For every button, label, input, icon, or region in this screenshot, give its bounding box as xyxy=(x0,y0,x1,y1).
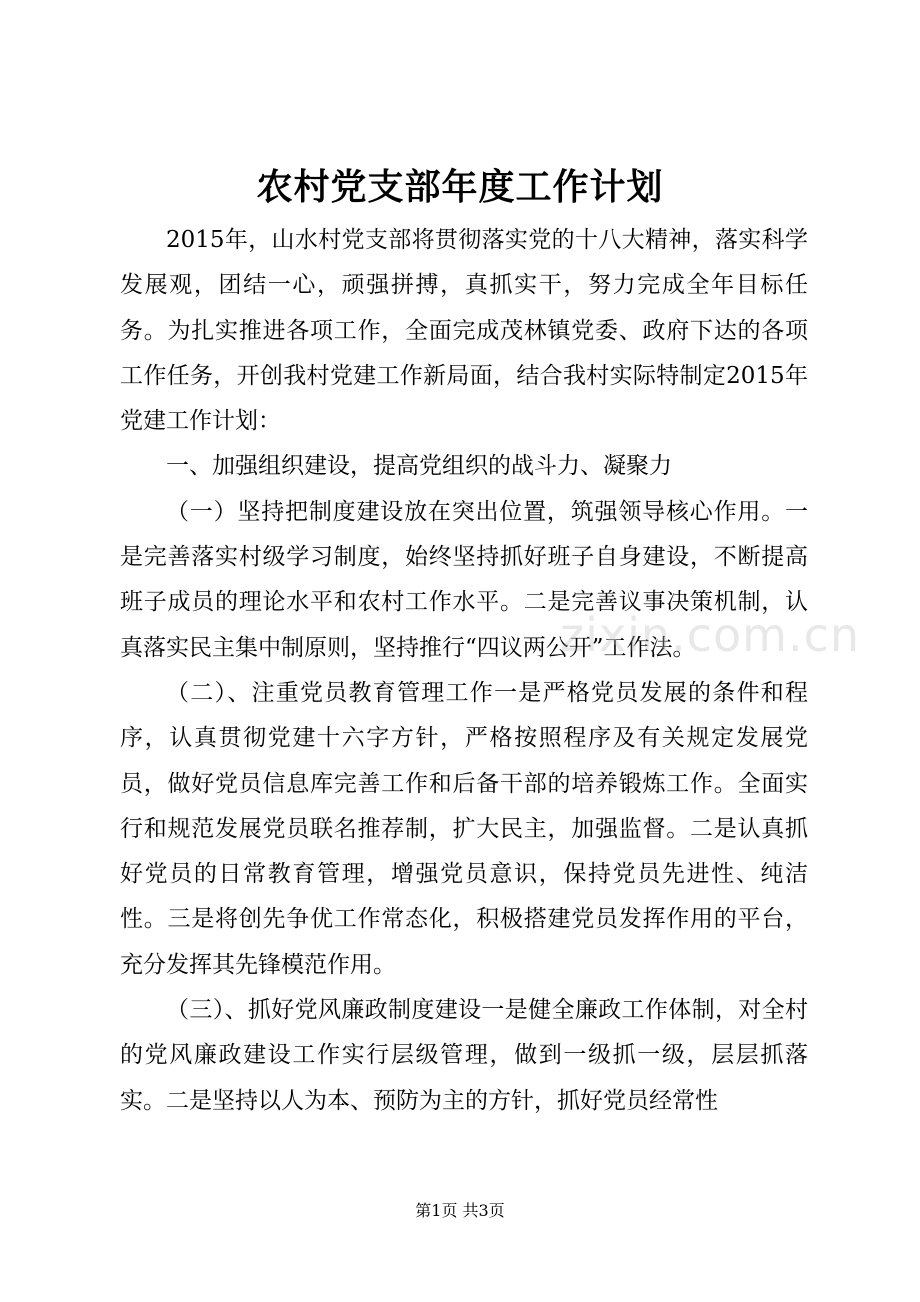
section-heading-1: 一、加强组织建设，提高党组织的战斗力、凝聚力 xyxy=(166,453,672,480)
paragraph-subsection-1: （一）坚持把制度建设放在突出位置，筑强领导核心作用。一是完善落实村级学习制度，始终坚持抓好班子自身建设，不断提高班子成员的理论水平和农村工作水平。二是完善议事决策机制，认真落实民主集中制原则，坚持推行“四议两公开”工作法。 xyxy=(120,498,808,661)
paragraph-intro: 2015年，山水村党支部将贯彻落实党的十八大精神，落实科学发展观，团结一心，顽强拼搏，真抓实干，努力完成全年目标任务。为扎实推进各项工作，全面完成茂林镇党委、政府下达的各项工作任务，开创我村党建工作新局面，结合我村实际特制定2015年党建工作计划： xyxy=(120,227,808,435)
document-body xyxy=(120,218,808,1124)
paragraph-subsection-2: （二）、注重党员教育管理工作一是严格党员发展的条件和程序，认真贯彻党建十六字方针，严格按照程序及有关规定发展党员，做好党员信息库完善工作和后备干部的培养锻炼工作。全面实行和规范发展党员联名推荐制，扩大民主，加强监督。二是认真抓好党员的日常教育管理，增强党员意识，保持党员先进性、纯洁性。三是将创先争优工作常态化，积极搭建党员发挥作用的平台，充分发挥其先锋模范作用。 xyxy=(120,679,808,978)
page-footer: 第1页 共3页 xyxy=(415,1201,505,1220)
document-title: 农村党支部年度工作计划 xyxy=(256,166,664,208)
watermark: zixin.com.cn xyxy=(560,608,861,662)
paragraph-subsection-3: （三）、抓好党风廉政制度建设一是健全廉政工作体制，对全村的党风廉政建设工作实行层级管理，做到一级抓一级，层层抓落实。二是坚持以人为本、预防为主的方针，抓好党员经常性 xyxy=(120,997,808,1114)
